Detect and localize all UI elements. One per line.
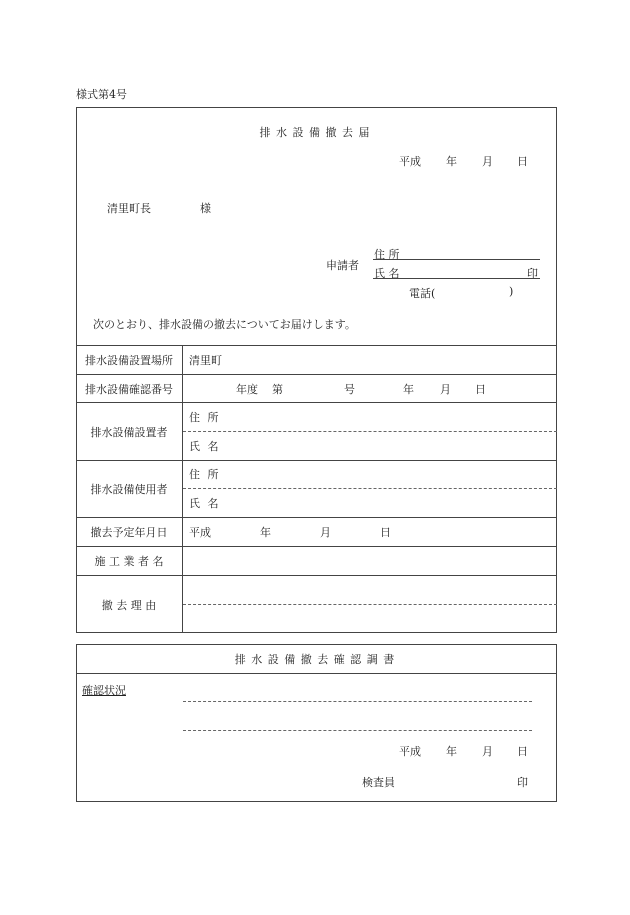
applicant-name-label: 氏 名	[374, 267, 400, 280]
location-label: 排水設備設置場所	[85, 354, 173, 367]
confirmation-number-prefix: 第	[272, 383, 283, 396]
table-row-divider	[76, 575, 557, 576]
user-divider	[183, 488, 557, 489]
installer-label: 排水設備設置者	[90, 426, 168, 439]
applicant-phone-label: 電話(	[409, 287, 436, 300]
confirmation-year: 年	[403, 383, 414, 396]
removal-date-era: 平成	[189, 526, 211, 539]
inspection-form-box	[76, 644, 557, 802]
installer-name-label: 氏 名	[189, 440, 221, 453]
inspection-title: 排 水 設 備 撤 去 確 認 調 書	[234, 653, 396, 666]
installer-address-label: 住 所	[189, 411, 221, 424]
table-row-divider	[76, 402, 557, 403]
location-value[interactable]: 清里町	[189, 354, 222, 367]
notice-statement: 次のとおり、排水設備の撤去についてお届けします。	[93, 318, 356, 331]
inspection-date-month: 月	[482, 745, 493, 758]
inspection-status-label: 確認状況	[82, 684, 126, 697]
applicant-label: 申請者	[326, 259, 359, 272]
user-name-label: 氏 名	[189, 497, 221, 510]
reason-divider	[183, 604, 557, 605]
confirmation-number-label: 排水設備確認番号	[85, 383, 173, 396]
confirmation-day: 日	[475, 383, 486, 396]
applicant-phone-close: )	[509, 285, 514, 298]
applicant-name-line[interactable]	[373, 278, 540, 279]
user-address-label: 住 所	[189, 468, 221, 481]
confirmation-month: 月	[440, 383, 451, 396]
inspection-status-line-2[interactable]	[183, 730, 532, 731]
applicant-seal: 印	[527, 267, 538, 280]
contractor-label: 施 工 業 者 名	[94, 555, 164, 568]
inspection-date-year: 年	[446, 745, 457, 758]
installer-divider	[183, 431, 557, 432]
table-row-divider	[76, 546, 557, 547]
removal-date-label: 撤去予定年月日	[90, 526, 168, 539]
user-label: 排水設備使用者	[90, 483, 168, 496]
notice-date-month: 月	[482, 155, 493, 168]
addressee-name: 清里町長	[107, 202, 151, 215]
table-row-divider	[76, 460, 557, 461]
removal-date-year: 年	[260, 526, 271, 539]
reason-label: 撤 去 理 由	[101, 599, 157, 612]
table-row-divider	[76, 517, 557, 518]
inspection-title-divider	[76, 673, 557, 674]
notice-title: 排 水 設 備 撤 去 届	[259, 126, 371, 139]
inspector-label: 検査員	[362, 776, 395, 789]
notice-date-day: 日	[517, 155, 528, 168]
addressee-honorific: 様	[200, 202, 211, 215]
applicant-address-line[interactable]	[373, 259, 540, 260]
form-number: 様式第4号	[76, 88, 127, 101]
notice-date-era: 平成	[399, 155, 421, 168]
table-row-divider	[76, 374, 557, 375]
inspector-seal: 印	[517, 776, 528, 789]
confirmation-fiscal-year: 年度	[236, 383, 258, 396]
table-column-divider	[182, 345, 183, 633]
removal-date-month: 月	[320, 526, 331, 539]
removal-date-day: 日	[380, 526, 391, 539]
applicant-address-label: 住 所	[374, 248, 400, 261]
inspection-date-day: 日	[517, 745, 528, 758]
confirmation-number-suffix: 号	[344, 383, 355, 396]
table-top-border	[76, 345, 557, 346]
notice-date-year: 年	[446, 155, 457, 168]
inspection-status-line-1[interactable]	[183, 701, 532, 702]
inspection-date-era: 平成	[399, 745, 421, 758]
